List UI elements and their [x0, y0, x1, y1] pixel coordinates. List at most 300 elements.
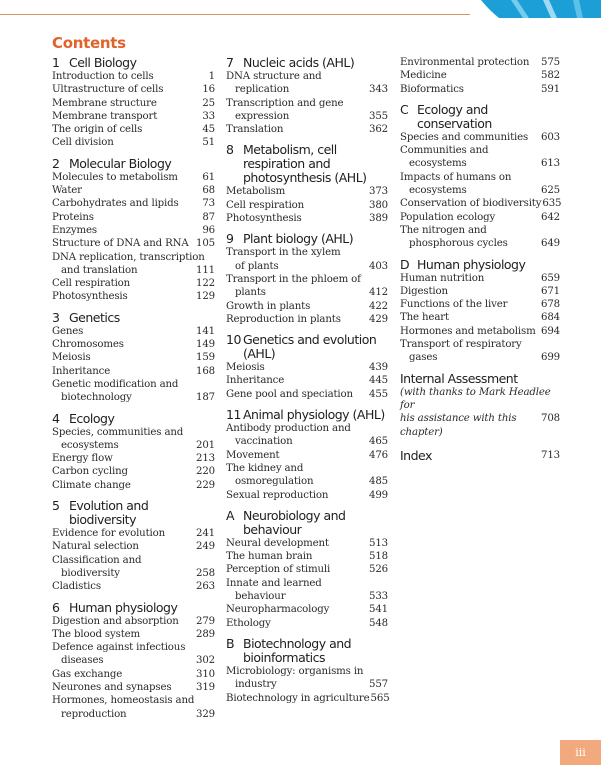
- assessment-note-line: (with thanks to Mark Headlee for: [400, 386, 551, 411]
- entry-page: 73: [202, 198, 215, 210]
- entry-page: [540, 171, 560, 184]
- toc-entry[interactable]: [226, 300, 388, 313]
- section-human-physiology: [52, 601, 215, 721]
- toc-entry[interactable]: [226, 185, 388, 198]
- entry-title: Medicine: [400, 70, 447, 82]
- toc-entry[interactable]: [226, 665, 388, 678]
- section-molecular-biology: [52, 157, 215, 304]
- entry-page: [368, 422, 388, 435]
- entry-page: 279: [196, 615, 215, 627]
- entry-page: 684: [541, 312, 560, 324]
- section-number: 9: [226, 231, 234, 247]
- toc-entry[interactable]: [400, 449, 560, 463]
- toc-entry[interactable]: [400, 285, 560, 298]
- section-number: 11: [226, 407, 241, 423]
- section-heading[interactable]: [52, 499, 215, 527]
- toc-entry[interactable]: [226, 374, 388, 387]
- toc-entry[interactable]: [400, 237, 560, 250]
- entry-page: [368, 97, 388, 110]
- entry-title: ecosystems: [409, 185, 467, 197]
- entry-title: Metabolism: [226, 186, 286, 198]
- toc-entry[interactable]: [400, 171, 560, 184]
- toc-entry[interactable]: [52, 452, 215, 465]
- page-title: Contents: [52, 34, 126, 52]
- section-human-physiology-option: [400, 258, 560, 365]
- toc-entry[interactable]: [400, 224, 560, 237]
- entry-title: The human brain: [226, 551, 313, 563]
- toc-entry[interactable]: [226, 449, 388, 462]
- entry-title: industry: [235, 679, 277, 691]
- toc-entry[interactable]: [52, 426, 215, 439]
- entry-page: 51: [202, 137, 215, 149]
- section-index: [400, 449, 560, 463]
- entry-page: 241: [196, 528, 215, 540]
- entry-page: 591: [541, 83, 560, 95]
- toc-entry[interactable]: [52, 567, 215, 580]
- toc-entry[interactable]: [52, 668, 215, 681]
- toc-entry[interactable]: [400, 325, 560, 338]
- section-number: 3: [52, 309, 60, 325]
- section-heading[interactable]: [52, 56, 215, 70]
- entry-page: 111: [196, 264, 215, 276]
- entry-page: 129: [196, 291, 215, 303]
- toc-entry[interactable]: [52, 378, 215, 391]
- entry-page: 625: [541, 185, 560, 197]
- entry-title: vaccination: [235, 436, 293, 448]
- toc-entry[interactable]: [52, 211, 215, 224]
- entry-page: 380: [369, 199, 388, 211]
- entry-page: [195, 694, 215, 707]
- section-title: Genetics: [69, 309, 120, 325]
- toc-entry[interactable]: [400, 197, 560, 210]
- toc-entry[interactable]: [52, 123, 215, 136]
- toc-entry[interactable]: [226, 199, 388, 212]
- entry-title: Meiosis: [226, 362, 265, 374]
- entry-page: 422: [369, 300, 388, 312]
- entry-page: 61: [202, 171, 215, 183]
- toc-entry[interactable]: [52, 325, 215, 338]
- toc-entry[interactable]: [400, 131, 560, 144]
- toc-entry[interactable]: [226, 212, 388, 225]
- entry-title: Cladistics: [52, 581, 101, 593]
- entry-page: [540, 224, 560, 237]
- entry-page: 373: [369, 186, 388, 198]
- entry-page: 565: [370, 692, 390, 704]
- entry-title: Reproduction in plants: [226, 313, 341, 325]
- toc-entry[interactable]: [226, 692, 388, 705]
- contents-column-middle: [226, 56, 388, 712]
- toc-entry[interactable]: [226, 603, 388, 616]
- entry-page: 429: [369, 313, 388, 325]
- section-heading[interactable]: [226, 637, 388, 665]
- toc-entry[interactable]: [226, 388, 388, 401]
- toc-entry[interactable]: [400, 351, 560, 364]
- entry-page: 16: [202, 84, 215, 96]
- entry-title: Impacts of humans on: [400, 171, 512, 183]
- toc-entry[interactable]: [226, 475, 388, 488]
- entry-page: 1: [208, 71, 215, 82]
- toc-entry[interactable]: [52, 197, 215, 210]
- toc-entry[interactable]: [52, 439, 215, 452]
- section-heading[interactable]: [226, 333, 388, 361]
- entry-page: 249: [196, 541, 215, 553]
- toc-entry[interactable]: [226, 563, 388, 576]
- entry-page: 582: [541, 70, 560, 82]
- section-evolution-biodiversity: [52, 499, 215, 593]
- entry-title: Carbohydrates and lipids: [52, 198, 179, 210]
- entry-title: Genes: [52, 325, 84, 337]
- entry-page: 25: [202, 97, 215, 109]
- section-title: Human physiology: [417, 256, 526, 272]
- section-title: Ecology: [69, 410, 115, 426]
- entry-page: 603: [541, 131, 560, 143]
- toc-entry[interactable]: [226, 489, 388, 502]
- entry-title: Ethology: [226, 617, 271, 629]
- entry-page: 412: [369, 287, 388, 299]
- entry-title: Neuropharmacology: [226, 604, 330, 616]
- toc-entry[interactable]: [52, 237, 215, 250]
- entry-page: [368, 246, 388, 259]
- toc-entry[interactable]: [400, 56, 560, 69]
- toc-entry[interactable]: [400, 311, 560, 324]
- section-neurobiology: [226, 509, 388, 630]
- toc-entry[interactable]: [52, 681, 215, 694]
- section-heading[interactable]: [226, 509, 388, 537]
- entry-title: Biotechnology in agriculture: [226, 692, 370, 704]
- entry-title: Enzymes: [52, 224, 97, 236]
- toc-entry[interactable]: [400, 184, 560, 197]
- toc-entry[interactable]: [400, 298, 560, 311]
- section-number: 1: [52, 55, 60, 70]
- toc-entry[interactable]: [52, 338, 215, 351]
- contents-column-left: [52, 56, 215, 728]
- toc-entry[interactable]: [52, 365, 215, 378]
- section-title: Ecology and conservation: [417, 101, 492, 131]
- header-rule: [0, 14, 470, 15]
- entry-title: Transport of respiratory: [400, 339, 522, 351]
- entry-title: Meiosis: [52, 352, 91, 364]
- entry-page: 168: [196, 365, 215, 377]
- section-number: A: [226, 507, 235, 523]
- entry-page: 659: [541, 272, 560, 284]
- entry-title: Transport in the xylem: [226, 247, 341, 259]
- toc-entry[interactable]: [226, 422, 388, 435]
- toc-entry[interactable]: [400, 157, 560, 170]
- entry-page: 302: [196, 655, 215, 667]
- entry-title: Bioformatics: [400, 83, 464, 95]
- entry-page: 649: [541, 238, 560, 250]
- entry-page: 403: [369, 260, 388, 272]
- entry-page: 310: [196, 668, 215, 680]
- entry-title: gases: [409, 352, 438, 364]
- section-biotechnology: [226, 637, 388, 705]
- toc-entry[interactable]: [400, 144, 560, 157]
- entry-title: Energy flow: [52, 453, 113, 465]
- entry-title: Functions of the liver: [400, 299, 508, 311]
- section-title: Molecular Biology: [69, 155, 172, 171]
- toc-entry[interactable]: [226, 617, 388, 630]
- toc-entry[interactable]: [52, 391, 215, 404]
- toc-entry[interactable]: [226, 123, 388, 136]
- entry-title: Perception of stimuli: [226, 564, 331, 576]
- entry-page: 541: [369, 604, 388, 616]
- entry-title: expression: [235, 110, 290, 122]
- entry-title: Cell division: [52, 137, 114, 149]
- entry-title: Inheritance: [52, 365, 111, 377]
- section-title: Metabolism, cell respiration and photosynthesis (AHL): [243, 142, 367, 186]
- section-heading[interactable]: [226, 232, 388, 246]
- entry-title: Membrane structure: [52, 97, 157, 109]
- toc-entry[interactable]: [52, 110, 215, 123]
- entry-page: 68: [202, 185, 215, 197]
- toc-entry[interactable]: [400, 412, 560, 439]
- toc-entry[interactable]: [400, 211, 560, 224]
- toc-entry[interactable]: [226, 313, 388, 326]
- toc-entry[interactable]: [52, 694, 215, 707]
- toc-entry[interactable]: [52, 540, 215, 553]
- entry-title: Inheritance: [226, 375, 285, 387]
- toc-entry[interactable]: [226, 462, 388, 475]
- entry-page: 201: [196, 439, 215, 451]
- toc-entry[interactable]: [226, 361, 388, 374]
- entry-title: Ultrastructure of cells: [52, 84, 164, 96]
- section-genetics: [52, 311, 215, 405]
- section-heading[interactable]: [226, 56, 388, 70]
- entry-page: 229: [196, 479, 215, 491]
- section-title: Internal Assessment: [400, 370, 518, 386]
- entry-title: Neural development: [226, 537, 329, 549]
- section-heading[interactable]: [52, 601, 215, 615]
- toc-entry[interactable]: [226, 435, 388, 448]
- entry-page: 548: [369, 617, 388, 629]
- entry-page: 518: [369, 551, 388, 563]
- toc-entry[interactable]: [226, 70, 388, 83]
- entry-page: 694: [541, 325, 560, 337]
- entry-page: 362: [369, 124, 388, 136]
- toc-entry[interactable]: [226, 550, 388, 563]
- entry-page: 533: [369, 591, 388, 603]
- section-heading[interactable]: [226, 143, 388, 185]
- entry-title: The blood system: [52, 628, 141, 640]
- entry-page: 678: [541, 299, 560, 311]
- section-heading[interactable]: [52, 157, 215, 171]
- toc-entry[interactable]: [52, 277, 215, 290]
- entry-page: 105: [196, 238, 215, 250]
- section-heading[interactable]: [400, 103, 560, 131]
- toc-entry[interactable]: [52, 351, 215, 364]
- toc-entry[interactable]: [52, 224, 215, 237]
- toc-entry[interactable]: [52, 580, 215, 593]
- section-heading[interactable]: [52, 311, 215, 325]
- toc-entry[interactable]: [52, 641, 215, 654]
- entry-title: biodiversity: [61, 567, 120, 579]
- entry-page: 439: [369, 362, 388, 374]
- toc-entry[interactable]: [52, 171, 215, 184]
- entry-page: 159: [196, 352, 215, 364]
- section-cell-biology: [52, 56, 215, 150]
- section-heading[interactable]: [400, 372, 560, 386]
- section-number: D: [400, 256, 410, 272]
- section-title: Biotechnology and bioinformatics: [243, 635, 352, 665]
- entry-title: Genetic modification and: [52, 378, 179, 390]
- entry-title: Structure of DNA and RNA: [52, 238, 189, 250]
- toc-entry[interactable]: [400, 338, 560, 351]
- entry-title: ecosystems: [61, 439, 119, 451]
- entry-title: reproduction: [61, 708, 127, 720]
- toc-entry[interactable]: [226, 246, 388, 259]
- entry-page: 613: [541, 158, 560, 170]
- section-heading[interactable]: [400, 258, 560, 272]
- entry-page: 141: [196, 325, 215, 337]
- entry-page: [195, 641, 215, 654]
- toc-entry[interactable]: [52, 654, 215, 667]
- entry-page: 575: [541, 57, 560, 68]
- toc-entry[interactable]: [52, 708, 215, 721]
- entry-title: Cell respiration: [226, 199, 305, 211]
- toc-entry[interactable]: [52, 615, 215, 628]
- toc-entry[interactable]: [52, 264, 215, 277]
- section-title: Animal physiology (AHL): [243, 407, 385, 423]
- entry-page: 455: [369, 388, 388, 400]
- entry-page: 87: [202, 211, 215, 223]
- entry-title: Sexual reproduction: [226, 489, 329, 501]
- section-title: Genetics and evolution (AHL): [243, 332, 377, 362]
- toc-entry[interactable]: [52, 628, 215, 641]
- toc-entry[interactable]: [52, 527, 215, 540]
- page-number-badge: iii: [560, 740, 601, 765]
- toc-entry[interactable]: [226, 260, 388, 273]
- toc-entry[interactable]: [226, 97, 388, 110]
- entry-title: osmoregulation: [235, 476, 314, 488]
- entry-title: The nitrogen and: [400, 224, 487, 236]
- entry-title: Human nutrition: [400, 272, 485, 284]
- entry-title: DNA replication, transcription: [52, 251, 205, 263]
- entry-page: 708: [541, 413, 560, 425]
- section-number: C: [400, 101, 409, 117]
- section-number: 4: [52, 410, 60, 426]
- entry-title: Introduction to cells: [52, 71, 154, 82]
- entry-page: 445: [369, 375, 388, 387]
- toc-entry[interactable]: [226, 537, 388, 550]
- entry-title: Environmental protection: [400, 57, 530, 68]
- entry-title: Climate change: [52, 479, 131, 491]
- entry-title: Digestion: [400, 285, 448, 297]
- entry-title: Defence against infectious: [52, 642, 186, 654]
- toc-entry[interactable]: [226, 83, 388, 96]
- section-number: 5: [52, 498, 60, 514]
- entry-page: 642: [541, 211, 560, 223]
- section-biotechnology-continued: [400, 56, 560, 96]
- section-title: Neurobiology and behaviour: [243, 507, 346, 537]
- entry-page: 671: [541, 285, 560, 297]
- entry-title: Communities and: [400, 145, 489, 157]
- toc-entry[interactable]: [226, 286, 388, 299]
- section-number: 8: [226, 142, 234, 158]
- entry-page: 557: [369, 679, 388, 691]
- entry-title: Hormones, homeostasis and: [52, 695, 195, 707]
- entry-title: biotechnology: [61, 392, 132, 404]
- entry-page: [368, 273, 388, 286]
- entry-page: 343: [369, 84, 388, 96]
- entry-page: [195, 378, 215, 391]
- toc-entry[interactable]: [52, 97, 215, 110]
- entry-title: Molecules to metabolism: [52, 171, 178, 183]
- entry-title: Transcription and gene: [226, 97, 344, 109]
- section-title: Index: [400, 447, 432, 463]
- entry-page: [540, 338, 560, 351]
- entry-page: [205, 251, 225, 264]
- entry-page: 526: [369, 564, 388, 576]
- toc-entry[interactable]: [52, 184, 215, 197]
- entry-page: 263: [196, 581, 215, 593]
- entry-page: 513: [369, 537, 388, 549]
- entry-title: behaviour: [235, 591, 286, 603]
- entry-title: Microbiology: organisms in: [226, 665, 364, 677]
- toc-entry[interactable]: [400, 272, 560, 285]
- entry-title: DNA structure and: [226, 71, 322, 82]
- section-ecology-conservation: [400, 103, 560, 251]
- section-number: B: [226, 635, 235, 651]
- entry-page: 476: [369, 449, 388, 461]
- toc-entry[interactable]: [226, 678, 388, 691]
- section-ecology: [52, 412, 215, 492]
- toc-entry[interactable]: [52, 251, 215, 264]
- toc-entry[interactable]: [400, 83, 560, 96]
- toc-entry[interactable]: [226, 577, 388, 590]
- toc-entry[interactable]: [52, 70, 215, 83]
- toc-entry[interactable]: [52, 83, 215, 96]
- section-plant-biology: [226, 232, 388, 326]
- toc-entry[interactable]: [52, 290, 215, 303]
- toc-entry[interactable]: [400, 69, 560, 82]
- entry-page: 389: [369, 213, 388, 225]
- entry-title: Antibody production and: [226, 423, 351, 435]
- section-title: Nucleic acids (AHL): [243, 55, 355, 70]
- entry-title: Carbon cycling: [52, 466, 128, 478]
- toc-entry[interactable]: [226, 110, 388, 123]
- entry-title: Movement: [226, 449, 280, 461]
- entry-page: [368, 665, 388, 678]
- section-heading[interactable]: [226, 408, 388, 422]
- section-title: Evolution and biodiversity: [69, 498, 149, 528]
- entry-title: Innate and learned: [226, 577, 322, 589]
- toc-entry[interactable]: [52, 136, 215, 149]
- entry-page: 213: [196, 453, 215, 465]
- section-animal-physiology: [226, 408, 388, 502]
- toc-entry[interactable]: [226, 590, 388, 603]
- toc-entry[interactable]: [226, 273, 388, 286]
- entry-title: Hormones and metabolism: [400, 325, 536, 337]
- entry-title: Transport in the phloem of: [226, 273, 361, 285]
- toc-entry[interactable]: [52, 465, 215, 478]
- entry-page: 96: [202, 224, 215, 236]
- toc-entry[interactable]: [52, 479, 215, 492]
- section-heading[interactable]: [52, 412, 215, 426]
- entry-title: Gas exchange: [52, 668, 123, 680]
- section-genetics-evolution: [226, 333, 388, 401]
- entry-title: Translation: [226, 124, 284, 136]
- entry-title: Membrane transport: [52, 110, 158, 122]
- toc-entry[interactable]: [52, 554, 215, 567]
- entry-title: Gene pool and speciation: [226, 388, 353, 400]
- section-number: 7: [226, 55, 234, 70]
- entry-page: 329: [196, 708, 215, 720]
- section-number: 10: [226, 332, 241, 348]
- entry-title: The origin of cells: [52, 124, 143, 136]
- entry-title: Neurones and synapses: [52, 681, 172, 693]
- section-title: Human physiology: [69, 599, 178, 615]
- entry-title: Chromosomes: [52, 339, 124, 351]
